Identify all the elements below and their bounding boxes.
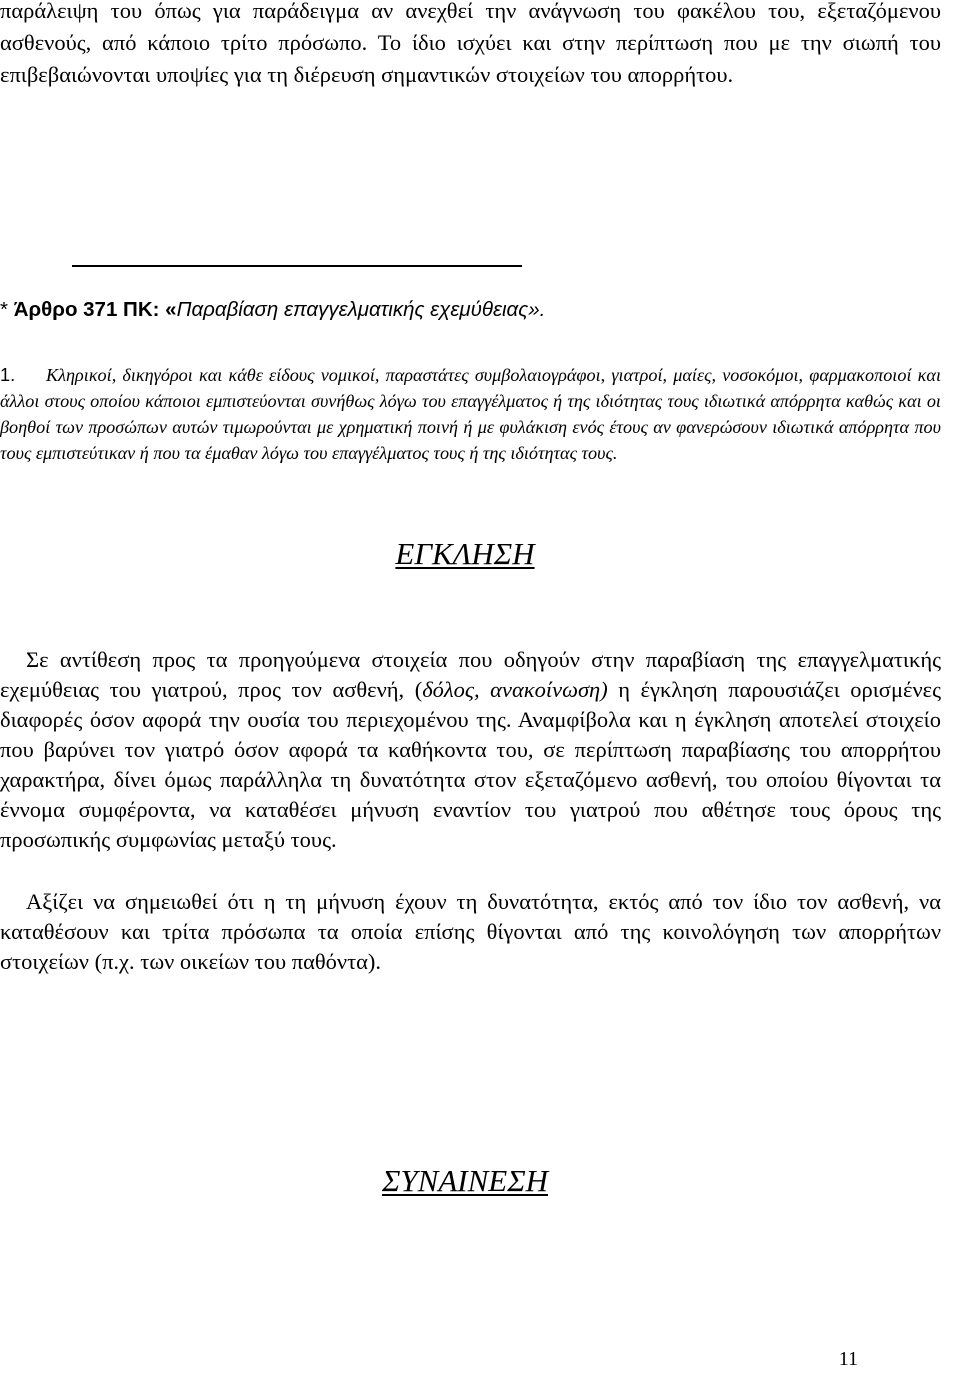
article-label: Άρθρο 371 ΠΚ: « [13,298,177,321]
footnote-star: * [0,298,14,321]
article-title: Παραβίαση επαγγελματικής εχεμύθειας». [176,298,546,321]
footnote-article-heading [0,296,545,324]
section-heading-synainesi: ΣΥΝΑΙΝΕΣΗ [381,1163,549,1198]
enklisi-p1-italic: δόλος, ανακοίνωση) [422,677,608,702]
footnote-separator-rule [72,265,522,267]
enklisi-p1-text-b: η έγκληση παρουσιάζει ορισμένες διαφορές όσον αφορά την ουσία του περιεχομένου της. Αναμφίβολα και η έγκληση αποτελεί στοιχείο που βαρύνει τον γιατρό όσον αφορά τα καθήκοντα του, σε περίπτωση παραβίασης του απορρήτου χαρακτήρα, δίνει όμως παράλληλα τη δυνατότητα στον εξεταζόμενο ασθενή, του οποίου θίγονται τα έννομα συμφέροντα, να καταθέσει μήνυση εναντίον του γιατρού που αθέτησε τους όρους της προσωπικής συμφωνίας μεταξύ τους. [0,677,941,852]
law-text-paragraph [0,362,941,466]
law-item-number: 1. [0,365,16,385]
law-item-text: Κληρικοί, δικηγόροι και κάθε είδους νομικοί, παραστάτες συμβολαιογράφοι, γιατροί, μαίες, νοσοκόμοι, φαρμακοποιοί και άλλοι στους οποίου κάποιοι εμπιστεύονται συνήθως λόγω του επαγγέλματος ή της ιδιότητας τους ιδιωτικά απόρρητα καθώς και οι βοηθοί των προσώπων αυτών τιμωρούνται με χρηματική ποινή ή με φυλάκιση ενός έτους αν φανερώσουν ιδιωτικά απόρρητα που τους εμπιστεύτικαν ή που τα έμαθαν λόγω του επαγγέλματος τους ή της ιδιότητας τους. [0,365,941,463]
enklisi-p2-text: Αξίζει να σημειωθεί ότι η τη μήνυση έχουν τη δυνατότητα, εκτός από τον ίδιο τον ασθενή, να καταθέσουν και τρίτα πρόσωπα τα οποία επίσης θίγονται από της κοινολόγηση των απορρήτων στοιχείων (π.χ. των οικείων του παθόντα). [0,889,941,974]
enklisi-p1-text-a: Σε αντίθεση προς τα προηγούμενα στοιχεία που οδηγούν στην παραβίαση της επαγγελματικής εχεμύθειας του γιατρού, προς τον ασθενή, ( [0,647,941,702]
enklisi-paragraph-2 [0,887,941,977]
intro-paragraph: παράλειψη του όπως για παράδειγμα αν ανεχθεί την ανάγνωση του φακέλου του, εξεταζόμενου ασθενούς, από κάποιο τρίτο πρόσωπο. Το ίδιο ισχύει και στην περίπτωση που με την σιωπή του επιβεβαιώνονται υποψίες για τη διέρευση σημαντικών στοιχείων του απορρήτου. [0,0,941,87]
section-heading-enklisi: ΕΓΚΛΗΣΗ [395,536,535,571]
enklisi-paragraph-1 [0,645,941,855]
page-number: 11 [838,1348,858,1370]
